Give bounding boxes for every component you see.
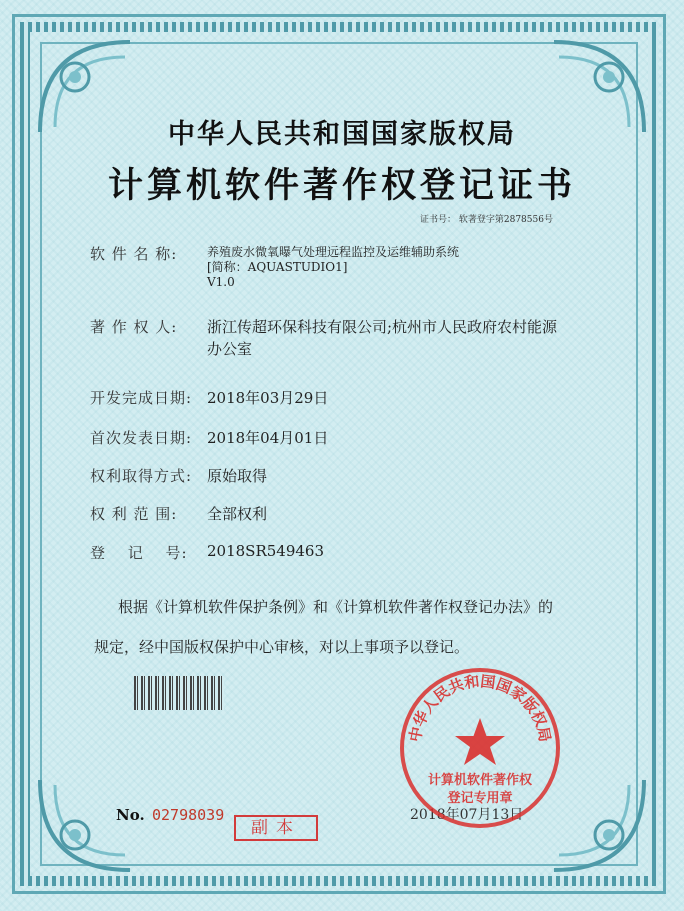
- pub-date: 2018年04月01日: [207, 429, 329, 447]
- dev-date-label: 开发完成日期:: [90, 389, 193, 407]
- copy-stamp: 副本: [234, 815, 318, 841]
- acquire-method: 原始取得: [207, 467, 268, 485]
- owner-label: 著 作 权 人:: [90, 318, 178, 336]
- seal-line2: 登记专用章: [447, 791, 513, 806]
- certificate-number: 证书号： 软著登字第2878556号: [420, 215, 553, 225]
- barcode: [134, 676, 224, 710]
- serial-label: No.: [116, 806, 145, 824]
- body-line1: 根据《计算机软件保护条例》和《计算机软件著作权登记办法》的: [118, 598, 554, 616]
- corner-ornament-bottom-left: [30, 770, 140, 880]
- authority-title: 中华人民共和国国家版权局: [168, 119, 516, 150]
- seal-star-icon: [455, 718, 505, 765]
- issue-date: 2018年07月13日: [410, 807, 524, 823]
- acquire-label: 权利取得方式:: [90, 467, 193, 485]
- certificate-title: 计算机软件著作权登记证书: [107, 165, 576, 206]
- software-name-label: 软 件 名 称:: [90, 245, 178, 263]
- scope-label: 权 利 范 围:: [90, 505, 178, 523]
- software-name-short: [简称：AQUASTUDIO1]: [207, 260, 348, 274]
- dev-date: 2018年03月29日: [207, 389, 329, 407]
- software-version: V1.0: [207, 275, 235, 289]
- reg-no-label: 登 记 号:: [90, 544, 188, 562]
- official-seal: [398, 666, 562, 830]
- rights-scope: 全部权利: [207, 505, 268, 523]
- owner-line2: 办公室: [207, 340, 253, 358]
- pub-date-label: 首次发表日期:: [90, 429, 193, 447]
- seal-ring-text: 中华人民共和国国家版权局: [405, 672, 555, 744]
- body-line2: 规定，经中国版权保护中心审核，对以上事项予以登记。: [94, 638, 470, 656]
- seal-line1: 计算机软件著作权: [427, 773, 533, 788]
- serial-number: 02798039: [152, 806, 225, 824]
- reg-number: 2018SR549463: [207, 542, 325, 560]
- owner-line1: 浙江传超环保科技有限公司;杭州市人民政府农村能源: [207, 318, 558, 336]
- software-name-line1: 养殖废水微氧曝气处理远程监控及运维辅助系统: [207, 245, 460, 259]
